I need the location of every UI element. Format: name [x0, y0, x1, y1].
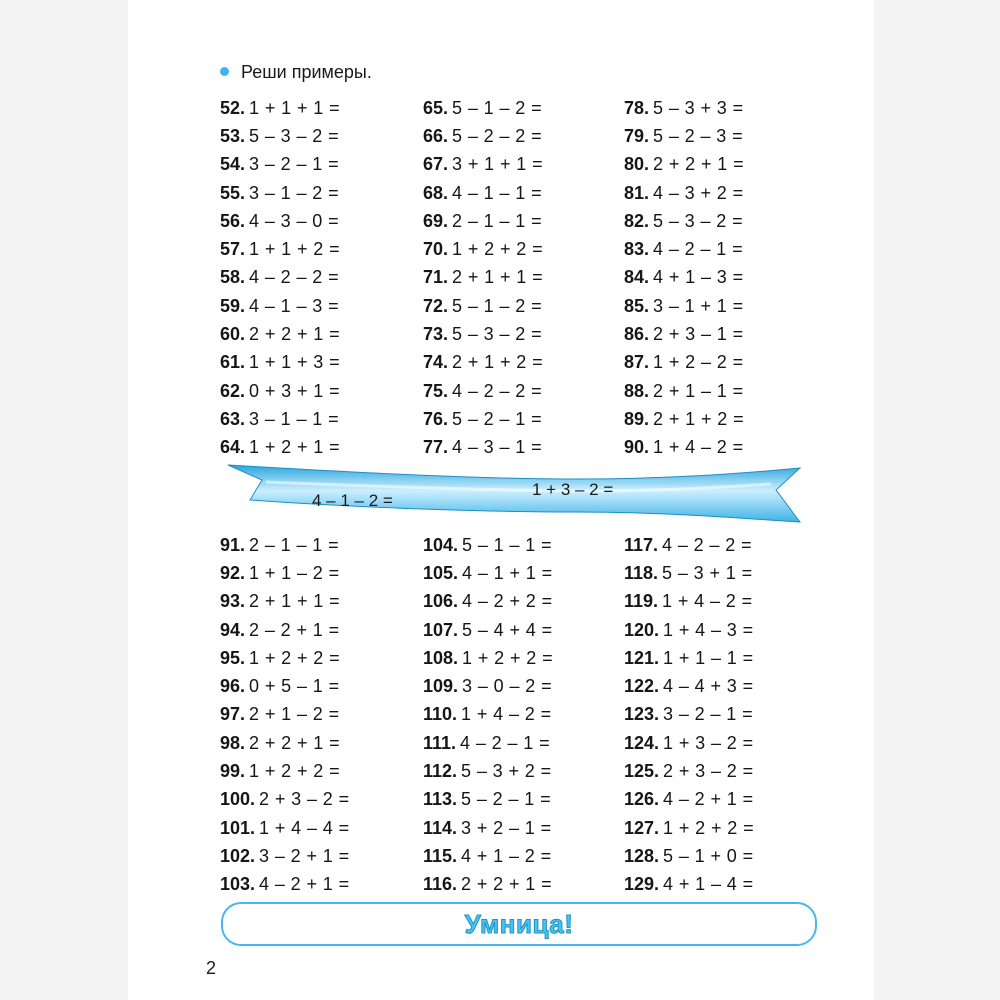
example-item [220, 814, 423, 842]
example-number: 127. [624, 817, 660, 838]
example-expression: 2 + 1 – 2 = [249, 704, 340, 725]
example-number: 116. [423, 874, 458, 895]
example-item [220, 94, 423, 122]
example-number: 60. [220, 324, 246, 345]
example-expression: 4 – 2 – 1 = [653, 239, 744, 260]
example-item [423, 842, 624, 870]
example-item [423, 531, 624, 559]
example-number: 128. [624, 845, 660, 866]
example-expression: 2 + 1 + 2 = [653, 408, 745, 429]
example-expression: 1 + 4 – 2 = [461, 704, 552, 725]
example-expression: 5 – 2 – 1 = [452, 408, 543, 429]
ribbon-example-right: 1 + 3 – 2 = [532, 480, 614, 499]
example-item [624, 405, 820, 433]
examples-grid-bottom [220, 531, 820, 899]
example-expression: 1 + 2 – 2 = [653, 352, 744, 373]
example-item [423, 786, 624, 814]
example-number: 64. [220, 437, 246, 458]
example-expression: 3 – 0 – 2 = [462, 676, 553, 697]
example-number: 92. [220, 562, 246, 583]
example-expression: 1 + 4 – 4 = [259, 817, 350, 838]
example-expression: 3 – 2 – 1 = [249, 154, 340, 175]
example-item [624, 729, 820, 757]
example-item [423, 264, 624, 292]
example-number: 91. [220, 534, 246, 555]
example-item [220, 757, 423, 785]
example-expression: 2 + 2 + 1 = [653, 154, 745, 175]
example-number: 86. [624, 324, 650, 345]
example-expression: 5 – 4 + 4 = [462, 619, 553, 640]
example-number: 82. [624, 210, 650, 231]
example-number: 77. [423, 437, 449, 458]
example-expression: 4 – 2 + 1 = [259, 874, 350, 895]
example-number: 107. [423, 619, 459, 640]
example-item [624, 672, 820, 700]
example-expression: 3 – 2 – 1 = [663, 704, 754, 725]
example-expression: 1 + 2 + 2 = [452, 239, 544, 260]
example-item [423, 94, 624, 122]
examples-grid-top [220, 94, 820, 462]
example-expression: 0 + 5 – 1 = [249, 676, 340, 697]
example-number: 87. [624, 352, 650, 373]
example-expression: 1 + 2 + 2 = [249, 647, 341, 668]
example-item [220, 842, 423, 870]
example-expression: 2 + 2 + 1 = [249, 732, 341, 753]
example-expression: 1 + 2 + 2 = [249, 761, 341, 782]
example-item [220, 871, 423, 899]
example-number: 74. [423, 352, 449, 373]
example-item [624, 757, 820, 785]
example-expression: 4 – 2 – 2 = [249, 267, 340, 288]
example-item [624, 644, 820, 672]
example-item [423, 235, 624, 263]
example-expression: 2 + 1 + 1 = [249, 591, 341, 612]
example-expression: 5 – 1 – 2 = [452, 295, 543, 316]
example-number: 123. [624, 704, 660, 725]
example-number: 97. [220, 704, 246, 725]
example-item [423, 871, 624, 899]
example-number: 98. [220, 732, 246, 753]
example-item [423, 349, 624, 377]
example-item [624, 616, 820, 644]
example-number: 73. [423, 324, 449, 345]
example-expression: 2 + 2 + 1 = [249, 324, 341, 345]
example-expression: 1 + 4 – 2 = [653, 437, 744, 458]
example-item [423, 292, 624, 320]
example-item [423, 207, 624, 235]
example-item [624, 871, 820, 899]
example-number: 108. [423, 647, 459, 668]
example-number: 71. [423, 267, 449, 288]
example-item [220, 377, 423, 405]
example-item [423, 122, 624, 150]
example-item [624, 207, 820, 235]
example-number: 80. [624, 154, 650, 175]
example-expression: 3 – 2 + 1 = [259, 845, 350, 866]
example-expression: 2 + 3 – 1 = [653, 324, 744, 345]
example-item [220, 349, 423, 377]
example-expression: 5 – 3 – 2 = [249, 125, 340, 146]
example-item [423, 814, 624, 842]
example-item [220, 531, 423, 559]
example-expression: 4 – 1 – 3 = [249, 295, 340, 316]
example-number: 99. [220, 761, 246, 782]
example-number: 124. [624, 732, 660, 753]
example-item [624, 434, 820, 462]
example-number: 105. [423, 562, 459, 583]
example-expression: 4 – 2 – 2 = [452, 380, 543, 401]
example-expression: 1 + 1 + 3 = [249, 352, 341, 373]
example-item [220, 151, 423, 179]
example-expression: 3 – 1 – 1 = [249, 408, 340, 429]
example-number: 119. [624, 591, 659, 612]
example-number: 129. [624, 874, 660, 895]
example-number: 78. [624, 97, 650, 118]
example-item [624, 349, 820, 377]
example-expression: 1 + 1 – 2 = [249, 562, 340, 583]
example-number: 68. [423, 182, 449, 203]
example-number: 126. [624, 789, 660, 810]
example-expression: 3 – 1 + 1 = [653, 295, 744, 316]
example-expression: 4 – 1 + 1 = [462, 562, 553, 583]
example-item [624, 320, 820, 348]
instruction-text: Реши примеры. [241, 62, 372, 82]
example-expression: 4 – 2 – 1 = [460, 732, 551, 753]
example-number: 117. [624, 534, 659, 555]
example-expression: 1 + 2 + 2 = [663, 817, 755, 838]
example-item [423, 559, 624, 587]
example-number: 76. [423, 408, 449, 429]
example-item [423, 179, 624, 207]
praise-text: Умница! [464, 908, 574, 939]
example-expression: 5 – 3 + 1 = [662, 562, 753, 583]
example-item [220, 292, 423, 320]
example-number: 62. [220, 380, 246, 401]
example-expression: 5 – 3 + 2 = [461, 761, 552, 782]
example-expression: 1 + 1 + 1 = [249, 97, 341, 118]
example-item [423, 701, 624, 729]
example-number: 56. [220, 210, 246, 231]
example-item [220, 616, 423, 644]
example-expression: 2 + 1 + 2 = [452, 352, 544, 373]
example-expression: 1 + 3 – 2 = [663, 732, 754, 753]
page-number: 2 [206, 958, 217, 978]
example-number: 89. [624, 408, 650, 429]
example-expression: 2 + 2 + 1 = [461, 874, 553, 895]
example-expression: 4 – 3 – 1 = [452, 437, 543, 458]
example-expression: 1 + 1 + 2 = [249, 239, 341, 260]
example-item [423, 434, 624, 462]
example-item [624, 786, 820, 814]
example-number: 115. [423, 845, 458, 866]
example-item [220, 122, 423, 150]
example-expression: 5 – 2 – 3 = [653, 125, 744, 146]
example-expression: 2 + 1 – 1 = [653, 380, 744, 401]
example-item [423, 644, 624, 672]
example-item [423, 588, 624, 616]
example-expression: 4 – 3 + 2 = [653, 182, 744, 203]
example-expression: 5 – 2 – 1 = [461, 789, 552, 810]
example-expression: 5 – 3 + 3 = [653, 97, 744, 118]
example-number: 101. [220, 817, 256, 838]
example-number: 106. [423, 591, 459, 612]
example-number: 79. [624, 125, 650, 146]
example-expression: 4 – 2 + 1 = [663, 789, 754, 810]
example-number: 53. [220, 125, 246, 146]
example-item [423, 729, 624, 757]
example-item [624, 559, 820, 587]
example-number: 102. [220, 845, 256, 866]
example-number: 95. [220, 647, 246, 668]
example-number: 55. [220, 182, 246, 203]
example-number: 69. [423, 210, 449, 231]
example-expression: 2 + 3 – 2 = [259, 789, 350, 810]
example-item [423, 151, 624, 179]
example-item [423, 405, 624, 433]
example-item [624, 235, 820, 263]
example-item [624, 122, 820, 150]
example-item [624, 842, 820, 870]
example-number: 67. [423, 154, 449, 175]
example-number: 59. [220, 295, 246, 316]
ribbon-example-left: 4 – 1 – 2 = [312, 491, 393, 510]
example-expression: 4 + 1 – 3 = [653, 267, 744, 288]
example-expression: 4 – 2 – 2 = [662, 534, 753, 555]
example-expression: 5 – 3 – 2 = [653, 210, 744, 231]
example-item [220, 264, 423, 292]
example-item [220, 405, 423, 433]
example-expression: 4 + 1 – 2 = [461, 845, 552, 866]
example-item [220, 179, 423, 207]
instruction [220, 61, 372, 83]
example-expression: 1 + 1 – 1 = [663, 647, 754, 668]
example-item [220, 644, 423, 672]
example-number: 109. [423, 676, 459, 697]
example-number: 52. [220, 97, 246, 118]
example-item [624, 94, 820, 122]
example-expression: 2 – 1 – 1 = [249, 534, 340, 555]
example-item [220, 235, 423, 263]
example-item [624, 588, 820, 616]
example-item [624, 179, 820, 207]
example-item [624, 264, 820, 292]
example-number: 111. [423, 732, 457, 753]
example-expression: 4 – 2 + 2 = [462, 591, 553, 612]
example-number: 96. [220, 676, 246, 697]
example-item [220, 588, 423, 616]
example-expression: 1 + 4 – 2 = [662, 591, 753, 612]
example-number: 81. [624, 182, 650, 203]
example-expression: 3 – 1 – 2 = [249, 182, 340, 203]
example-expression: 0 + 3 + 1 = [249, 380, 341, 401]
example-expression: 2 + 3 – 2 = [663, 761, 754, 782]
example-number: 103. [220, 874, 256, 895]
example-number: 83. [624, 239, 650, 260]
example-expression: 4 – 1 – 1 = [452, 182, 543, 203]
example-item [220, 701, 423, 729]
example-item [220, 672, 423, 700]
example-expression: 4 + 1 – 4 = [663, 874, 754, 895]
example-item [423, 320, 624, 348]
example-number: 65. [423, 97, 449, 118]
example-expression: 3 + 2 – 1 = [461, 817, 552, 838]
example-expression: 5 – 1 + 0 = [663, 845, 754, 866]
example-item [423, 377, 624, 405]
example-number: 114. [423, 817, 458, 838]
example-number: 94. [220, 619, 246, 640]
example-item [220, 320, 423, 348]
example-expression: 4 – 3 – 0 = [249, 210, 340, 231]
example-expression: 5 – 3 – 2 = [452, 324, 543, 345]
example-number: 57. [220, 239, 246, 260]
example-item [423, 672, 624, 700]
example-number: 72. [423, 295, 449, 316]
bullet-icon [220, 67, 229, 76]
example-number: 63. [220, 408, 246, 429]
example-item [220, 786, 423, 814]
example-item [624, 531, 820, 559]
example-expression: 3 + 1 + 1 = [452, 154, 544, 175]
example-number: 122. [624, 676, 660, 697]
example-item [423, 757, 624, 785]
example-number: 54. [220, 154, 246, 175]
example-item [624, 151, 820, 179]
example-item [423, 616, 624, 644]
example-expression: 5 – 2 – 2 = [452, 125, 543, 146]
example-number: 70. [423, 239, 449, 260]
example-expression: 5 – 1 – 2 = [452, 97, 543, 118]
example-expression: 1 + 2 + 2 = [462, 647, 554, 668]
example-number: 120. [624, 619, 660, 640]
example-item [624, 701, 820, 729]
example-expression: 4 – 4 + 3 = [663, 676, 754, 697]
example-number: 58. [220, 267, 246, 288]
example-number: 84. [624, 267, 650, 288]
example-item [624, 814, 820, 842]
example-number: 112. [423, 761, 458, 782]
example-number: 93. [220, 591, 246, 612]
example-number: 88. [624, 380, 650, 401]
example-number: 110. [423, 704, 458, 725]
example-number: 118. [624, 562, 659, 583]
example-number: 85. [624, 295, 650, 316]
example-expression: 1 + 4 – 3 = [663, 619, 754, 640]
example-number: 66. [423, 125, 449, 146]
example-expression: 2 – 2 + 1 = [249, 619, 340, 640]
example-number: 125. [624, 761, 660, 782]
example-number: 61. [220, 352, 246, 373]
example-number: 121. [624, 647, 660, 668]
example-item [220, 207, 423, 235]
example-number: 75. [423, 380, 449, 401]
example-expression: 1 + 2 + 1 = [249, 437, 341, 458]
example-item [220, 434, 423, 462]
example-number: 90. [624, 437, 650, 458]
example-number: 113. [423, 789, 458, 810]
example-item [624, 377, 820, 405]
example-expression: 2 – 1 – 1 = [452, 210, 543, 231]
example-item [220, 559, 423, 587]
example-expression: 2 + 1 + 1 = [452, 267, 544, 288]
example-item [624, 292, 820, 320]
example-item [220, 729, 423, 757]
example-expression: 5 – 1 – 1 = [462, 534, 553, 555]
example-number: 100. [220, 789, 256, 810]
example-number: 104. [423, 534, 459, 555]
